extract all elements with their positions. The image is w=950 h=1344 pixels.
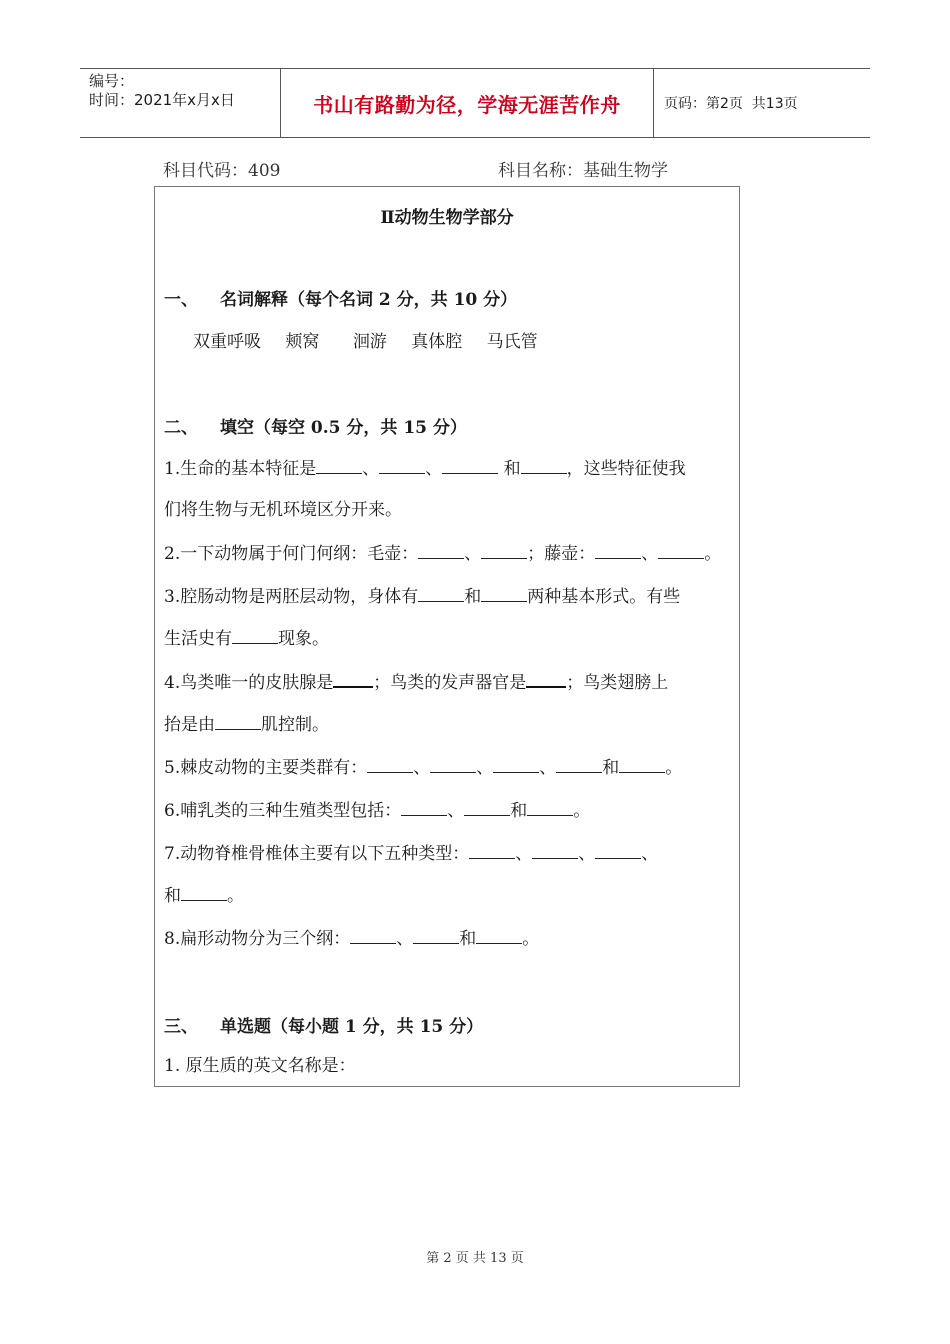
answer-blank[interactable]	[464, 799, 510, 816]
answer-blank[interactable]	[493, 756, 539, 773]
answer-blank[interactable]	[527, 799, 573, 816]
term-item: 颊窝	[285, 332, 320, 352]
punctuation: 。	[704, 544, 722, 564]
section3-title: 单选题（每小题 1 分，共 15 分）	[220, 1017, 484, 1037]
answer-blank[interactable]	[595, 842, 641, 859]
answer-blank[interactable]	[430, 756, 476, 773]
separator: 、	[641, 544, 659, 564]
question-2-4	[164, 670, 668, 694]
answer-blank[interactable]	[333, 670, 373, 688]
term-item: 双重呼吸	[193, 332, 261, 352]
answer-blank[interactable]	[658, 542, 704, 559]
section2-number: 二、	[164, 418, 198, 438]
separator: 、	[641, 844, 659, 864]
answer-blank[interactable]	[181, 884, 227, 901]
punctuation: 。	[227, 886, 244, 906]
punctuation: 。	[573, 801, 591, 821]
term-item: 真体腔	[411, 332, 463, 352]
question-2-3	[164, 585, 680, 608]
motto: 书山有路勤为径，学海无涯苦作舟	[313, 92, 621, 117]
conjunction: 和	[510, 801, 528, 821]
question-2-7-cont	[164, 884, 244, 907]
separator: 、	[578, 844, 596, 864]
separator: 、	[447, 801, 465, 821]
answer-blank[interactable]	[367, 756, 413, 773]
page-info: 页码：第2页 共13页	[664, 96, 798, 112]
conjunction: 和	[602, 758, 620, 778]
answer-blank[interactable]	[316, 457, 362, 474]
answer-blank[interactable]	[556, 756, 602, 773]
question-text: ；鸟类的发声器官是	[373, 673, 527, 693]
section2-heading	[164, 413, 467, 438]
separator: 、	[396, 929, 414, 949]
date-label: 时间：2021年x月x日	[89, 91, 235, 109]
separator: 、	[476, 758, 494, 778]
header-meta	[80, 69, 281, 137]
punctuation: 。	[522, 929, 540, 949]
punctuation: 。	[665, 758, 683, 778]
answer-blank[interactable]	[521, 457, 567, 474]
answer-blank[interactable]	[526, 670, 566, 688]
header-motto-cell	[281, 69, 654, 137]
question-text: ；鸟类翅膀上	[566, 673, 669, 693]
answer-blank[interactable]	[215, 713, 261, 730]
section1-title: 名词解释（每个名词 2 分，共 10 分）	[220, 290, 518, 310]
answer-blank[interactable]	[350, 927, 396, 944]
page-footer: 第 2 页 共 13 页	[426, 1251, 524, 1266]
question-text: 8.扁形动物分为三个纲：	[164, 929, 351, 949]
answer-blank[interactable]	[481, 542, 527, 559]
question-2-2	[164, 542, 721, 565]
answer-blank[interactable]	[413, 927, 459, 944]
question-2-1	[164, 457, 686, 480]
question-2-6	[164, 799, 590, 822]
part-title: Ⅱ动物生物学部分	[380, 208, 514, 228]
conjunction: 和	[498, 459, 521, 479]
exam-box	[154, 186, 740, 1087]
question-text: 肌控制。	[261, 715, 329, 735]
separator: 、	[515, 844, 533, 864]
answer-blank[interactable]	[418, 585, 464, 602]
header-page-cell	[654, 69, 870, 137]
conjunction: 和	[464, 587, 482, 607]
answer-blank[interactable]	[481, 585, 527, 602]
question-2-5	[164, 756, 682, 779]
section2-title: 填空（每空 0.5 分，共 15 分）	[220, 418, 467, 438]
question-text: 6.哺乳类的三种生殖类型包括：	[164, 801, 402, 821]
question-text: 两种基本形式。有些	[527, 587, 681, 607]
term-list	[193, 327, 557, 352]
question-2-8	[164, 927, 539, 950]
question-text: ，这些特征使我	[566, 459, 686, 479]
separator: 、	[413, 758, 431, 778]
answer-blank[interactable]	[595, 542, 641, 559]
question-text: 2.一下动物属于何门何纲：毛壶：	[164, 544, 419, 564]
answer-blank[interactable]	[418, 542, 464, 559]
question-text: 3.腔肠动物是两胚层动物，身体有	[164, 587, 419, 607]
answer-blank[interactable]	[532, 842, 578, 859]
question-2-4-cont	[164, 713, 329, 736]
separator: 、	[362, 459, 380, 479]
section1-number: 一、	[164, 290, 198, 310]
question-text: 4.鸟类唯一的皮肤腺是	[164, 673, 334, 693]
separator: 、	[464, 544, 482, 564]
question-text: ；藤壶：	[527, 544, 596, 564]
section3-heading	[164, 1012, 483, 1037]
term-item: 马氏管	[486, 332, 538, 352]
answer-blank[interactable]	[619, 756, 665, 773]
question-2-3-cont	[164, 627, 329, 650]
answer-blank[interactable]	[476, 927, 522, 944]
answer-blank[interactable]	[469, 842, 515, 859]
question-2-7	[164, 842, 658, 865]
term-item: 洄游	[352, 332, 387, 352]
question-text: 抬是由	[164, 715, 215, 735]
answer-blank[interactable]	[401, 799, 447, 816]
subject-name: 科目名称：基础生物学	[498, 161, 668, 181]
question-2-1-cont: 们将生物与无机环境区分开来。	[164, 500, 402, 520]
question-text: 生活史有	[164, 629, 232, 649]
separator: 、	[539, 758, 557, 778]
conjunction: 和	[164, 886, 181, 906]
question-text: 5.棘皮动物的主要类群有：	[164, 758, 368, 778]
question-text: 现象。	[278, 629, 329, 649]
document-header	[80, 68, 870, 138]
question-3-1: 1. 原生质的英文名称是：	[164, 1056, 356, 1076]
serial-label: 编号：	[89, 72, 135, 90]
answer-blank[interactable]	[379, 457, 425, 474]
answer-blank[interactable]	[232, 627, 278, 644]
conjunction: 和	[459, 929, 477, 949]
separator: 、	[425, 459, 443, 479]
section1-heading	[164, 285, 517, 310]
section3-number: 三、	[164, 1017, 198, 1037]
answer-blank[interactable]	[442, 457, 498, 474]
question-text: 7.动物脊椎骨椎体主要有以下五种类型：	[164, 844, 470, 864]
question-text: 1.生命的基本特征是	[164, 459, 317, 479]
subject-code: 科目代码：409	[163, 161, 281, 181]
